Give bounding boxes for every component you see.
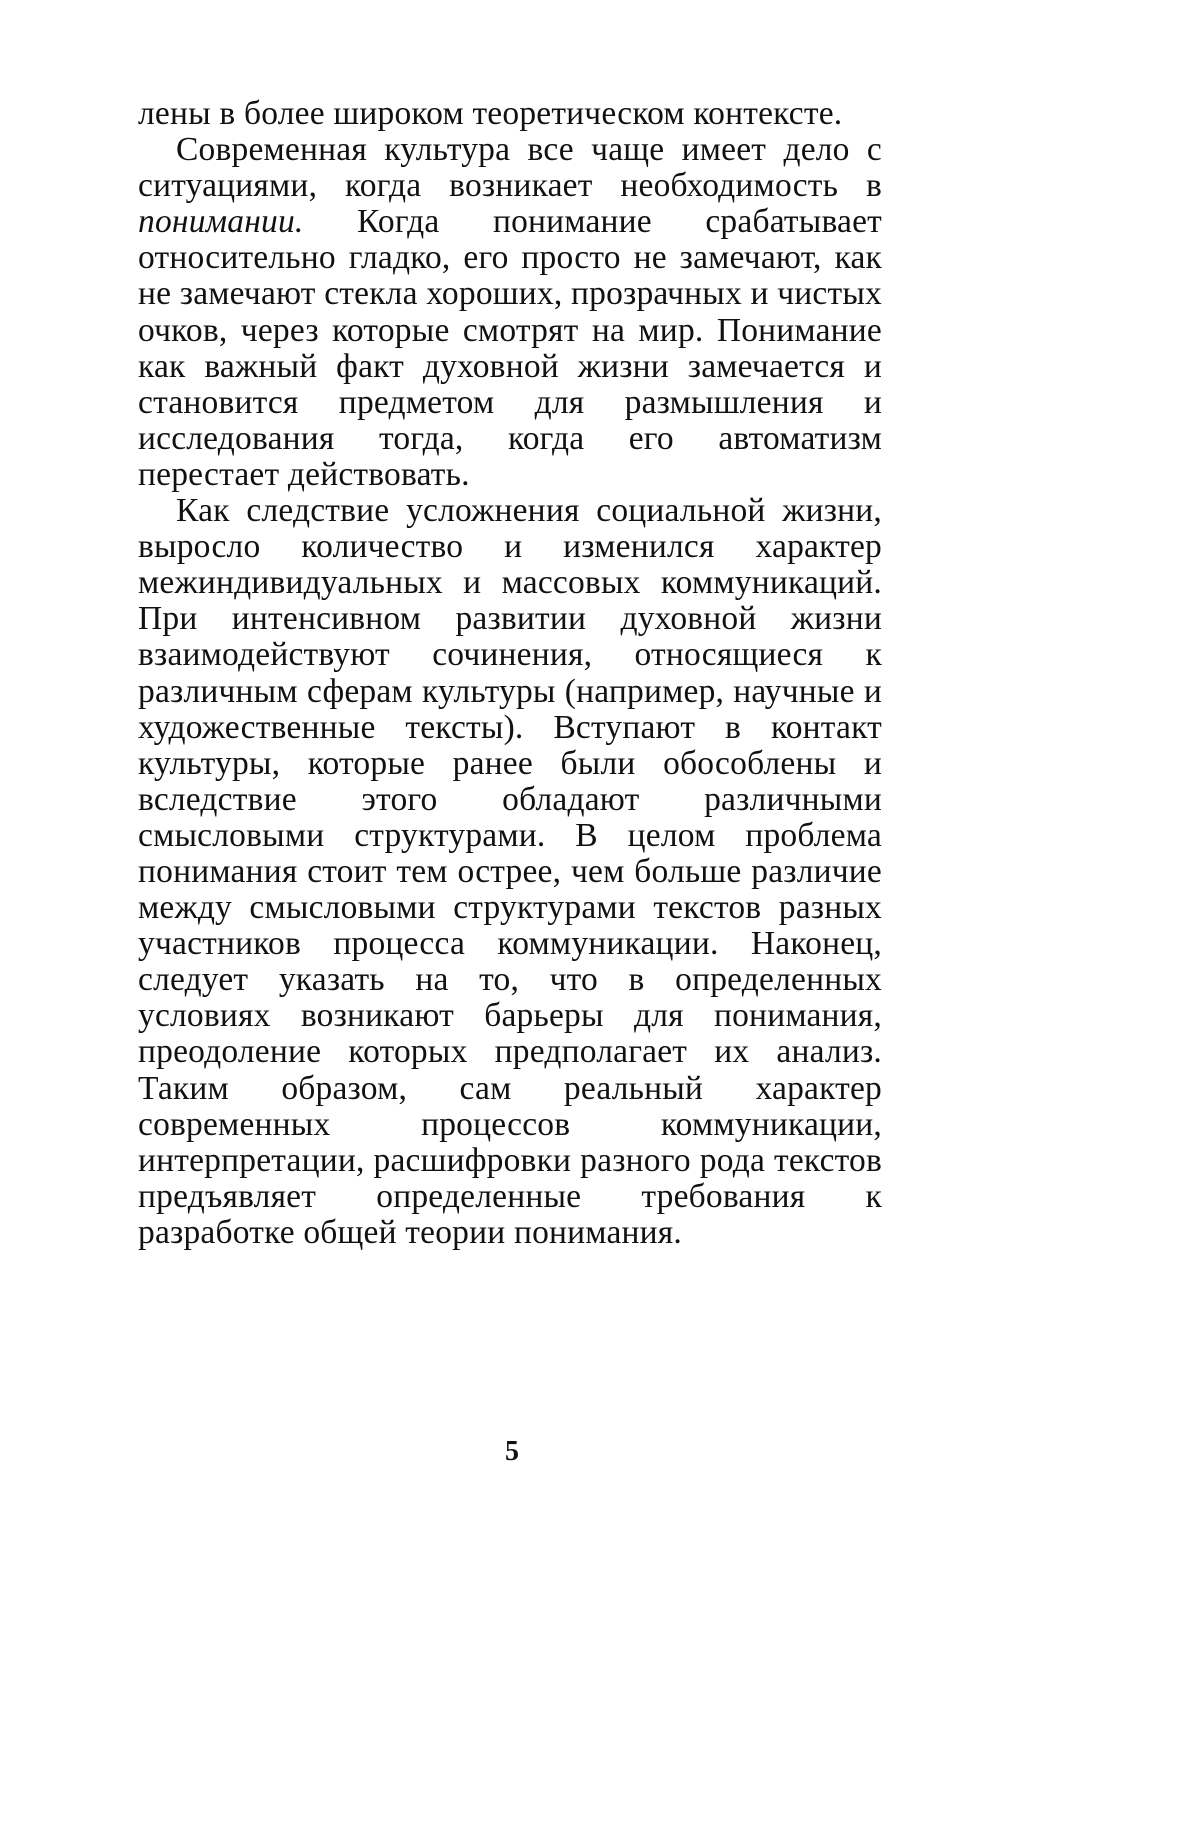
- page-number: 5: [505, 1436, 519, 1467]
- text-segment: лены в более широком теоретическом контексте.: [138, 95, 843, 132]
- text-segment: Как следствие усложнения социальной жизни, выросло количество и изменился характер межиндивидуальных и массовых коммуникаций. При интенсивном развитии духовной жизни взаимодействуют сочинения, относящиеся к различным сферам культуры (например, научные и художественные тексты). Вступают в контакт культуры, которые ранее были обособлены и вследствие этого обладают различными смысловыми структурами. В целом проблема понимания стоит тем острее, чем больше различие между смысловыми структурами текстов разных участников процесса коммуникации. Наконец, следует указать на то, что в определенных условиях возникают барьеры для понимания, преодоление которых предполагает их анализ. Таким образом, сам реальный характер современных процессов коммуникации, интерпретации, расшифровки разного рода текстов предъявляет определенные требования к разработке общей теории понимания.: [138, 492, 882, 1251]
- body-text: [138, 96, 882, 1251]
- emphasized-term: понимании.: [138, 203, 304, 241]
- text-segment: Когда понимание срабатывает относительно гладко, его просто не замечают, как не замечают стекла хороших, прозрачных и чистых очков, через которые смотрят на мир. Понимание как важный факт духовной жизни замечается и становится предметом для размышления и исследования тогда, когда его автоматизм перестает действовать.: [138, 203, 882, 493]
- text-segment: Современная культура все чаще имеет дело с ситуациями, когда возникает необходимость в: [138, 131, 882, 205]
- paragraph-social-complexity: [138, 493, 882, 1251]
- paragraph-continuation: [138, 96, 882, 132]
- paragraph-modern-culture: [138, 132, 882, 493]
